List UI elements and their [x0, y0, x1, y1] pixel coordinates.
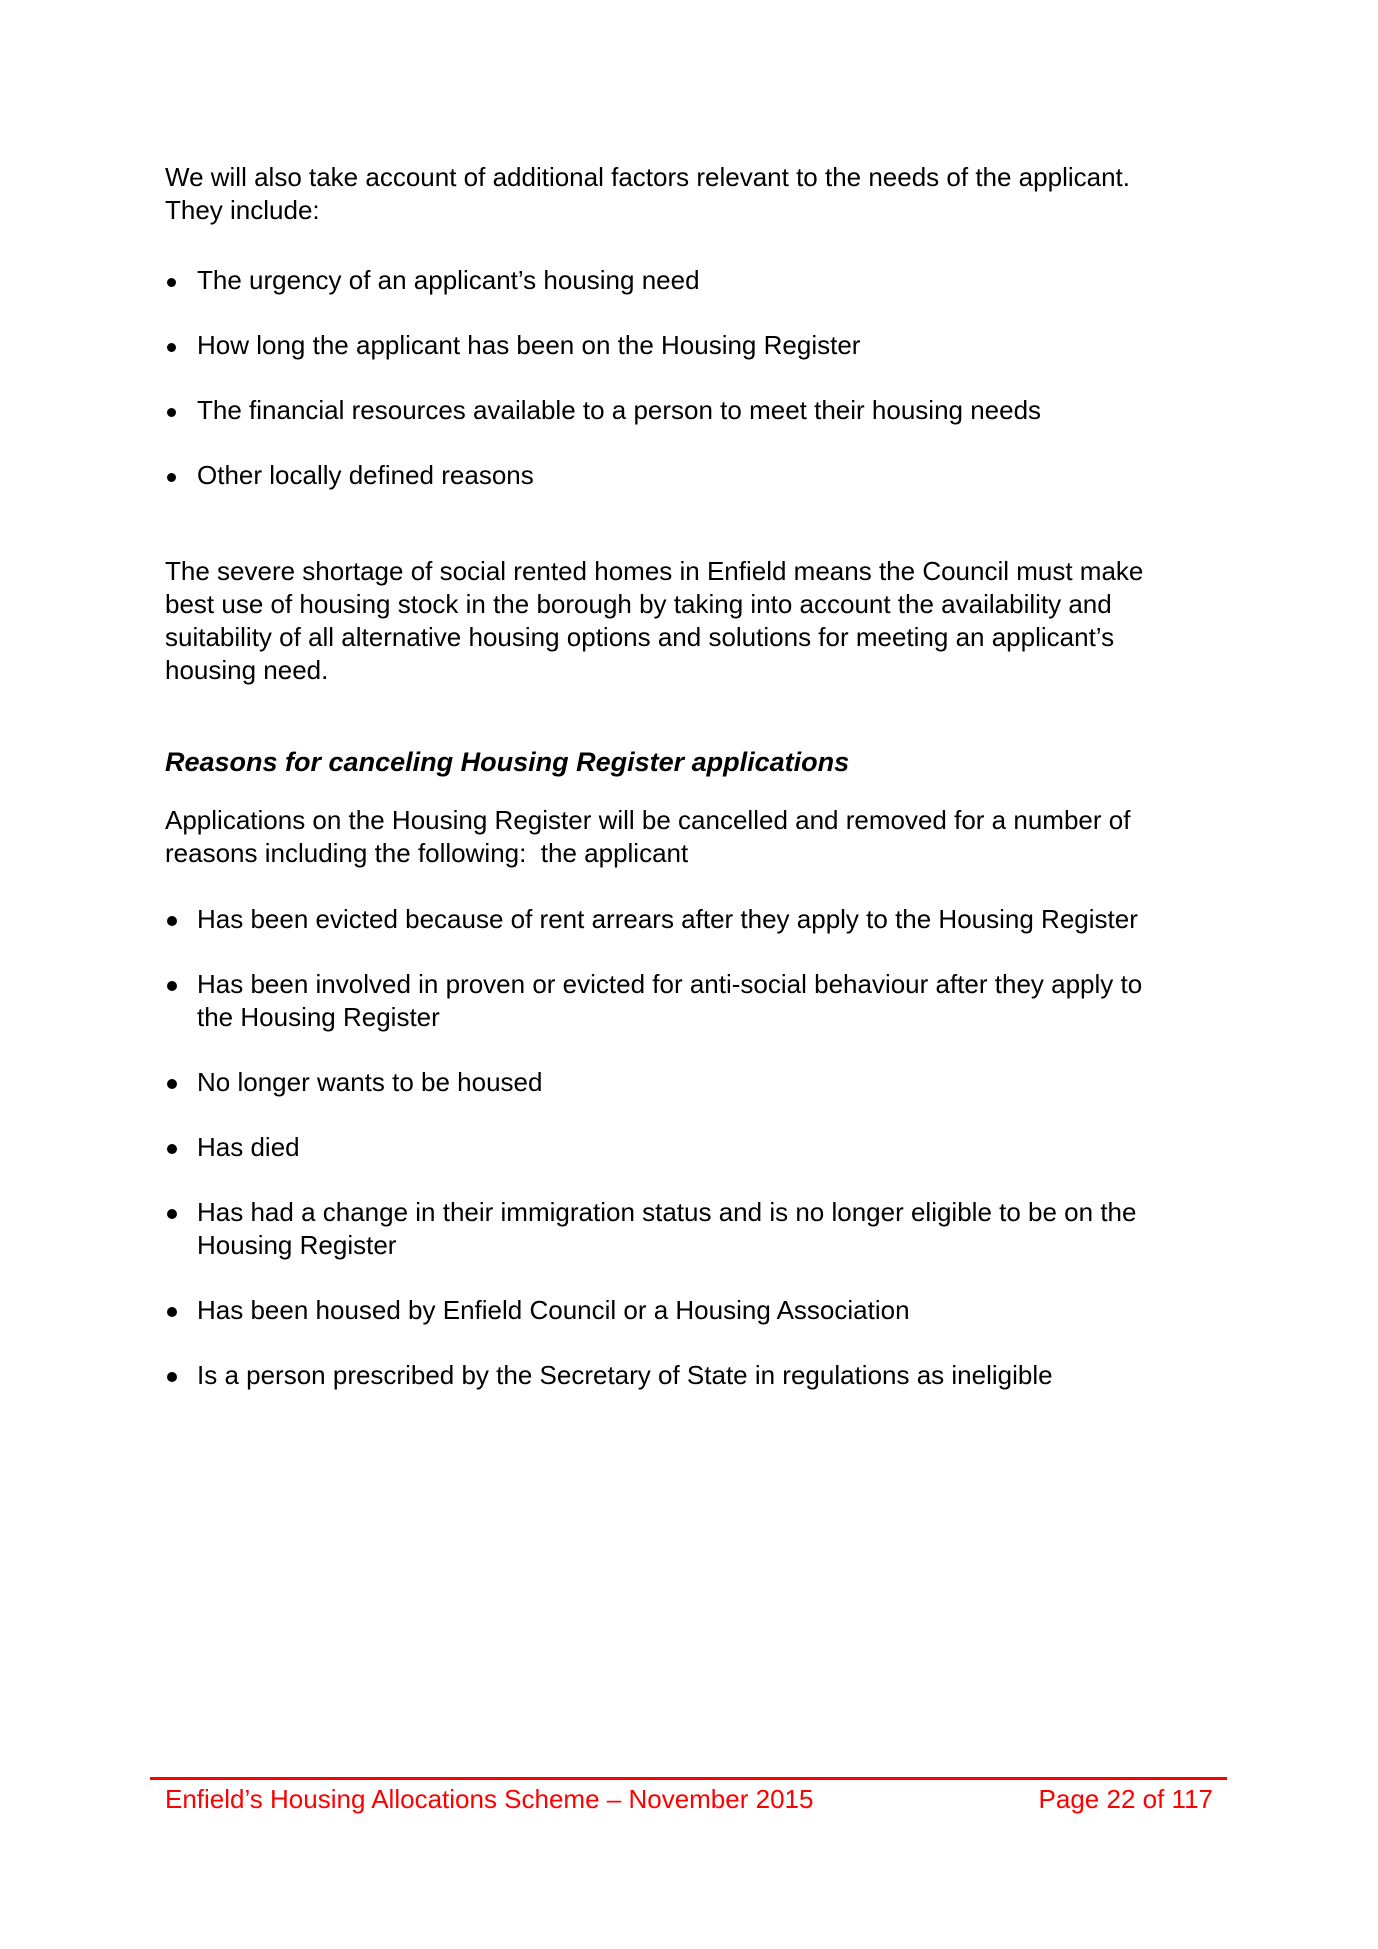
list-item [165, 329, 1255, 362]
intro-paragraph [165, 161, 1255, 227]
list-item [165, 1359, 1255, 1392]
paragraph-line: They include: [165, 195, 320, 225]
paragraph-line: We will also take account of additional factors relevant to the needs of the applicant. [165, 162, 1130, 192]
list-item-text: The urgency of an applicant’s housing need [197, 265, 700, 295]
bullet-icon [167, 1079, 177, 1089]
list-item-text: Has been involved in proven or evicted for anti-social behaviour after they apply to [197, 969, 1143, 999]
footer-rule [150, 1777, 1227, 1780]
bullet-icon [167, 1209, 177, 1219]
list-item-text: How long the applicant has been on the Housing Register [197, 330, 861, 360]
paragraph-line: housing need. [165, 655, 329, 685]
cancellation-bullet-list [165, 903, 1255, 1392]
list-item [165, 968, 1255, 1034]
list-item-text: No longer wants to be housed [197, 1067, 543, 1097]
list-item-text: Is a person prescribed by the Secretary of State in regulations as ineligible [197, 1360, 1053, 1390]
list-item [165, 264, 1255, 297]
list-item-text: Has been evicted because of rent arrears after they apply to the Housing Register [197, 904, 1138, 934]
paragraph-line: The severe shortage of social rented homes in Enfield means the Council must make [165, 556, 1144, 586]
section-heading: Reasons for canceling Housing Register applications [165, 747, 850, 777]
bullet-icon [167, 1307, 177, 1317]
list-item-text: Has died [197, 1132, 300, 1162]
list-item-text: the Housing Register [197, 1002, 440, 1032]
bullet-icon [167, 1372, 177, 1382]
list-item-text: Housing Register [197, 1230, 397, 1260]
list-item [165, 903, 1255, 936]
list-item [165, 459, 1255, 492]
paragraph-line: best use of housing stock in the borough by taking into account the availability and [165, 589, 1112, 619]
footer-document-title: Enfield’s Housing Allocations Scheme – November 2015 [165, 1784, 814, 1814]
list-item [165, 1066, 1255, 1099]
paragraph-line: suitability of all alternative housing options and solutions for meeting an applicant’s [165, 622, 1115, 652]
bullet-icon [167, 343, 176, 352]
list-item-text: Other locally defined reasons [197, 460, 534, 490]
list-item [165, 394, 1255, 427]
page-footer [165, 1783, 1213, 1816]
bullet-icon [167, 408, 176, 417]
list-item [165, 1294, 1255, 1327]
bullet-icon [167, 1144, 177, 1154]
list-item [165, 1196, 1255, 1262]
bullet-icon [167, 981, 177, 991]
list-item-text: Has been housed by Enfield Council or a Housing Association [197, 1295, 910, 1325]
factors-bullet-list [165, 264, 1255, 492]
paragraph-line: Applications on the Housing Register will be cancelled and removed for a number of [165, 805, 1131, 835]
bullet-icon [167, 473, 176, 482]
paragraph-line: reasons including the following: the applicant [165, 838, 689, 868]
footer-page-number: Page 22 of 117 [1038, 1784, 1213, 1814]
cancellation-intro-paragraph [165, 804, 1255, 870]
bullet-icon [167, 278, 176, 287]
list-item [165, 1131, 1255, 1164]
bullet-icon [167, 916, 177, 926]
list-item-text: The financial resources available to a person to meet their housing needs [197, 395, 1042, 425]
list-item-text: Has had a change in their immigration status and is no longer eligible to be on the [197, 1197, 1137, 1227]
shortage-paragraph [165, 555, 1255, 687]
